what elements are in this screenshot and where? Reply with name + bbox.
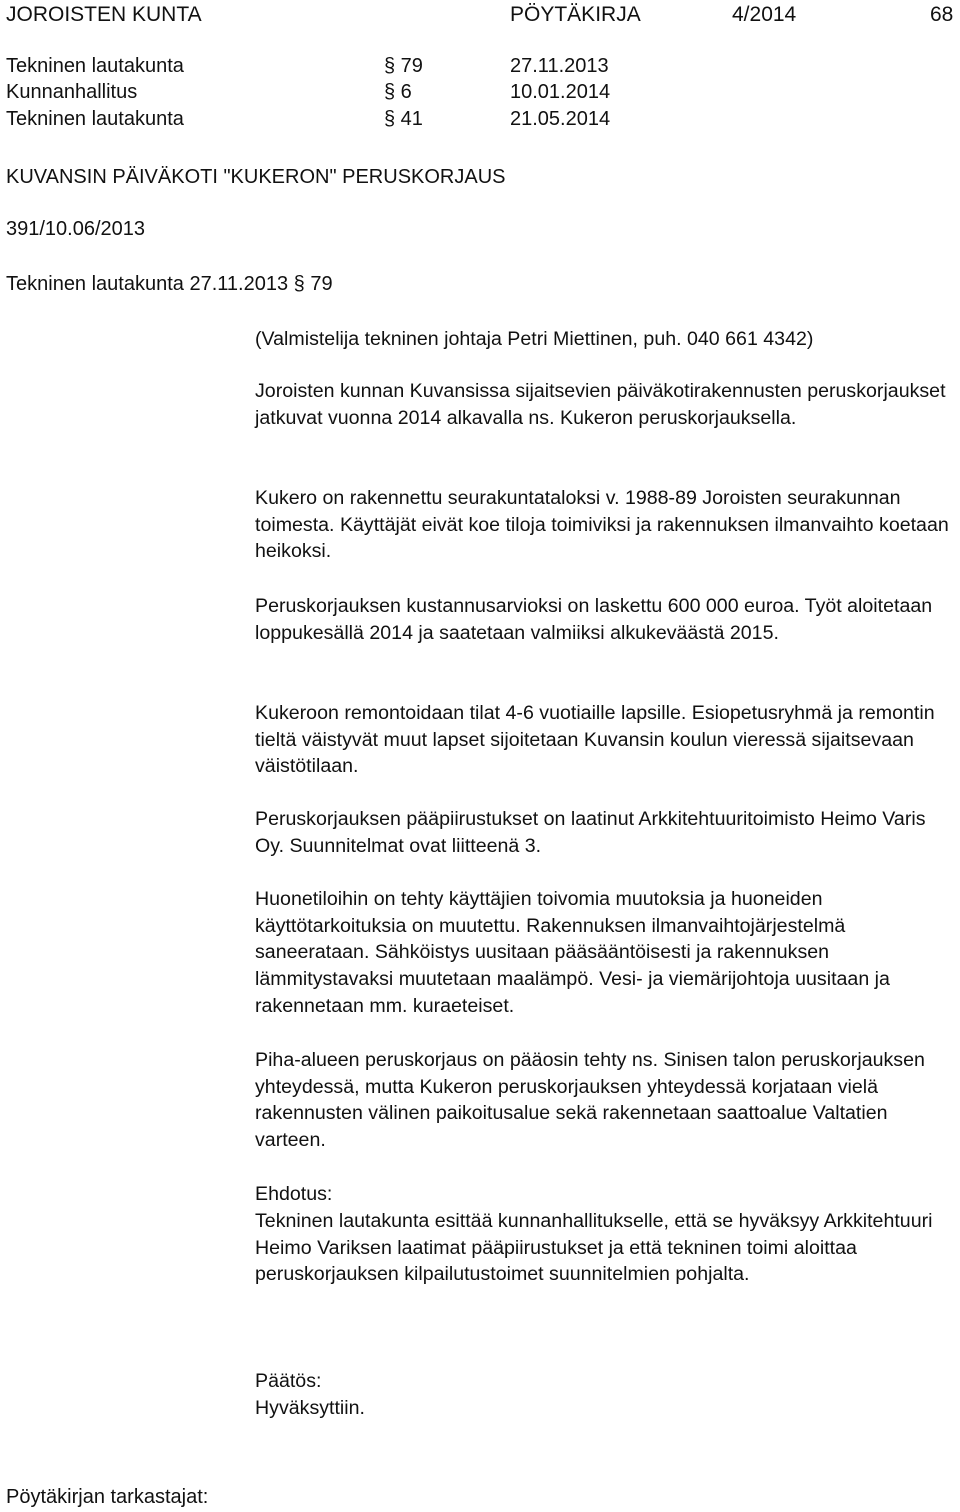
paragraph: Peruskorjauksen pääpiirustukset on laatinut Arkkitehtuuritoimisto Heimo Varis Oy. Suunnitelmat ovat liitteenä 3. [255, 808, 926, 857]
issue-number: 4/2014 [732, 3, 797, 26]
history-body: Tekninen lautakunta [6, 108, 184, 130]
history-date: 10.01.2014 [510, 81, 611, 103]
paragraph: Joroisten kunnan Kuvansissa sijaitsevien päiväkotirakennusten peruskorjaukset jatkuvat vuonna 2014 alkavalla ns. Kukeron peruskorjauksella. [255, 380, 946, 429]
history-section: § 79 [384, 55, 423, 77]
history-body: Tekninen lautakunta [6, 55, 184, 77]
proposal-label: Ehdotus: [255, 1183, 333, 1205]
paragraph: Huonetiloihin on tehty käyttäjien toivomia muutoksia ja huoneiden käyttötarkoituksia on muutettu. Rakennuksen ilmanvaihtojärjestelmä saneerataan. Sähköistys uusitaan pääsääntöisesti ja rakennuksen lämmitystavaksi muutetaan maalämpö. Vesi- ja viemärijohtoja uusitaan ja rakennetaan mm. kuraeteiset. [255, 888, 890, 1017]
paragraph: Peruskorjauksen kustannusarvioksi on laskettu 600 000 euroa. Työt aloitetaan loppukesällä 2014 ja saatetaan valmiiksi alkukeväästä 2015. [255, 595, 933, 644]
paragraph: Piha-alueen peruskorjaus on pääosin tehty ns. Sinisen talon peruskorjauksen yhteydessä, mutta Kukeron peruskorjauksen yhteydessä korjataan vielä rakennusten välinen paikoitusalue sekä rakennetaan saattoalue Valtatien varteen. [255, 1049, 925, 1152]
decision-text: Hyväksyttiin. [255, 1397, 365, 1419]
decision-label: Päätös: [255, 1370, 322, 1392]
history-date: 27.11.2013 [510, 55, 609, 77]
history-section: § 41 [384, 108, 423, 130]
meeting-line: Tekninen lautakunta 27.11.2013 § 79 [6, 273, 333, 295]
history-date: 21.05.2014 [510, 108, 611, 130]
history-section: § 6 [384, 81, 412, 103]
org-name: JOROISTEN KUNTA [6, 3, 202, 26]
paragraph: Kukeroon remontoidaan tilat 4-6 vuotiaille lapsille. Esiopetusryhmä ja remontin tieltä väistyvät muut lapset sijoitetaan Kuvansin koulun vieressä sijaitsevaan väistötilaan. [255, 702, 935, 778]
document-type: PÖYTÄKIRJA [510, 3, 641, 26]
page-number: 68 [930, 3, 954, 26]
paragraph: Kukero on rakennettu seurakuntataloksi v. 1988-89 Joroisten seurakunnan toimesta. Käyttäjät eivät koe tiloja toimiviksi ja rakennuksen ilmanvaihto koetaan heikoksi. [255, 487, 949, 563]
record-number: 391/10.06/2013 [6, 218, 146, 240]
item-title: KUVANSIN PÄIVÄKOTI "KUKERON" PERUSKORJAUS [6, 166, 506, 188]
preparer-line: (Valmistelija tekninen johtaja Petri Miettinen, puh. 040 661 4342) [255, 328, 814, 350]
history-body: Kunnanhallitus [6, 81, 138, 103]
minutes-checkers-label: Pöytäkirjan tarkastajat: [6, 1486, 209, 1508]
proposal-text: Tekninen lautakunta esittää kunnanhallitukselle, että se hyväksyy Arkkitehtuuri Heimo Variksen laatimat pääpiirustukset ja että tekninen toimi aloittaa peruskorjauksen kilpailutustoimet suunnitelmien pohjalta. [255, 1210, 933, 1286]
